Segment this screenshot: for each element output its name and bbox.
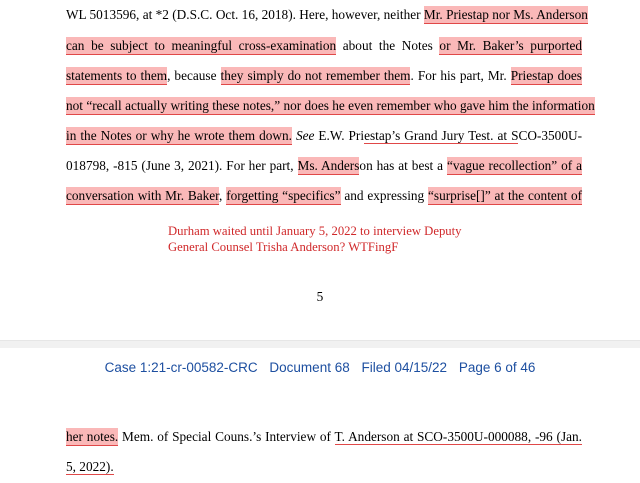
text-segment-highlight: Mr. Priestap nor Ms. Anderson (423, 7, 588, 22)
text-segment-plain: CO-3500U- (518, 128, 582, 143)
annotation-line-1: Durham waited until January 5, 2022 to interview Deputy (168, 224, 462, 238)
text-segment-highlight: forgetting “specifics” (226, 188, 341, 203)
text-line-9 (66, 457, 582, 477)
text-segment-underline: 5, 2022). (66, 459, 114, 474)
filed-date: Filed 04/15/22 (361, 360, 448, 375)
case-number: Case 1:21-cr-00582-CRC (104, 360, 258, 375)
text-segment-plain: 018798, -815 (June 3, 2021). For her part, (66, 158, 298, 173)
text-segment-highlight: Ms. Anders (297, 158, 360, 173)
text-line-4 (66, 96, 595, 116)
page-count: Page 6 of 46 (458, 360, 536, 375)
text-segment-highlight: Priestap does (510, 68, 582, 83)
text-segment-plain: WL 5013596, at *2 (D.S.C. Oct. 16, 2018). Here, however, neither (66, 7, 424, 22)
text-segment-plain: about the Notes (336, 38, 440, 53)
text-segment-highlight: can be subject to meaningful cross-examination (66, 38, 337, 53)
document-number: Document 68 (269, 360, 350, 375)
text-segment-highlight: they simply do not remember them (220, 68, 411, 83)
text-line-6 (66, 156, 582, 176)
case-header (0, 360, 640, 375)
text-segment-plain: and expressing (340, 188, 428, 203)
text-segment-italic: See (295, 128, 315, 143)
margin-annotation (168, 223, 462, 255)
text-segment-underline: estap’s Grand Jury Test. at S (364, 128, 519, 143)
text-segment-highlight: “vague recollection” of a (446, 158, 582, 173)
text-segment-highlight: statements to them (66, 68, 168, 83)
text-segment-highlight: not “recall actually writing these notes,” nor does he even remember who gave him the information (66, 98, 595, 113)
text-segment-plain: . For his part, Mr. (410, 68, 511, 83)
text-line-1 (66, 5, 588, 25)
text-segment-highlight: in the Notes or why he wrote them down. (66, 128, 292, 143)
text-segment-plain: on has at best a (359, 158, 447, 173)
text-line-3 (66, 66, 582, 86)
text-line-5 (66, 126, 582, 146)
text-line-2 (66, 36, 582, 56)
text-segment-plain: , because (167, 68, 221, 83)
text-line-8 (66, 427, 582, 447)
text-segment-plain: Mem. of Special Couns.’s Interview of (118, 429, 335, 444)
text-segment-highlight: conversation with Mr. Baker (66, 188, 220, 203)
text-line-7 (66, 186, 582, 206)
text-segment-underline: T. Anderson at SCO-3500U-000088, -96 (Jan. (334, 429, 582, 444)
text-segment-highlight: her notes. (66, 429, 119, 444)
page-number: 5 (316, 289, 324, 304)
text-segment-plain: E.W. Pri (314, 128, 365, 143)
annotation-line-2: General Counsel Trisha Anderson? WTFingF (168, 240, 399, 254)
text-segment-highlight: “surprise[]” at the content of (428, 188, 583, 203)
text-segment-highlight: or Mr. Baker’s purported (439, 38, 582, 53)
text-segment-plain: , (219, 188, 227, 203)
